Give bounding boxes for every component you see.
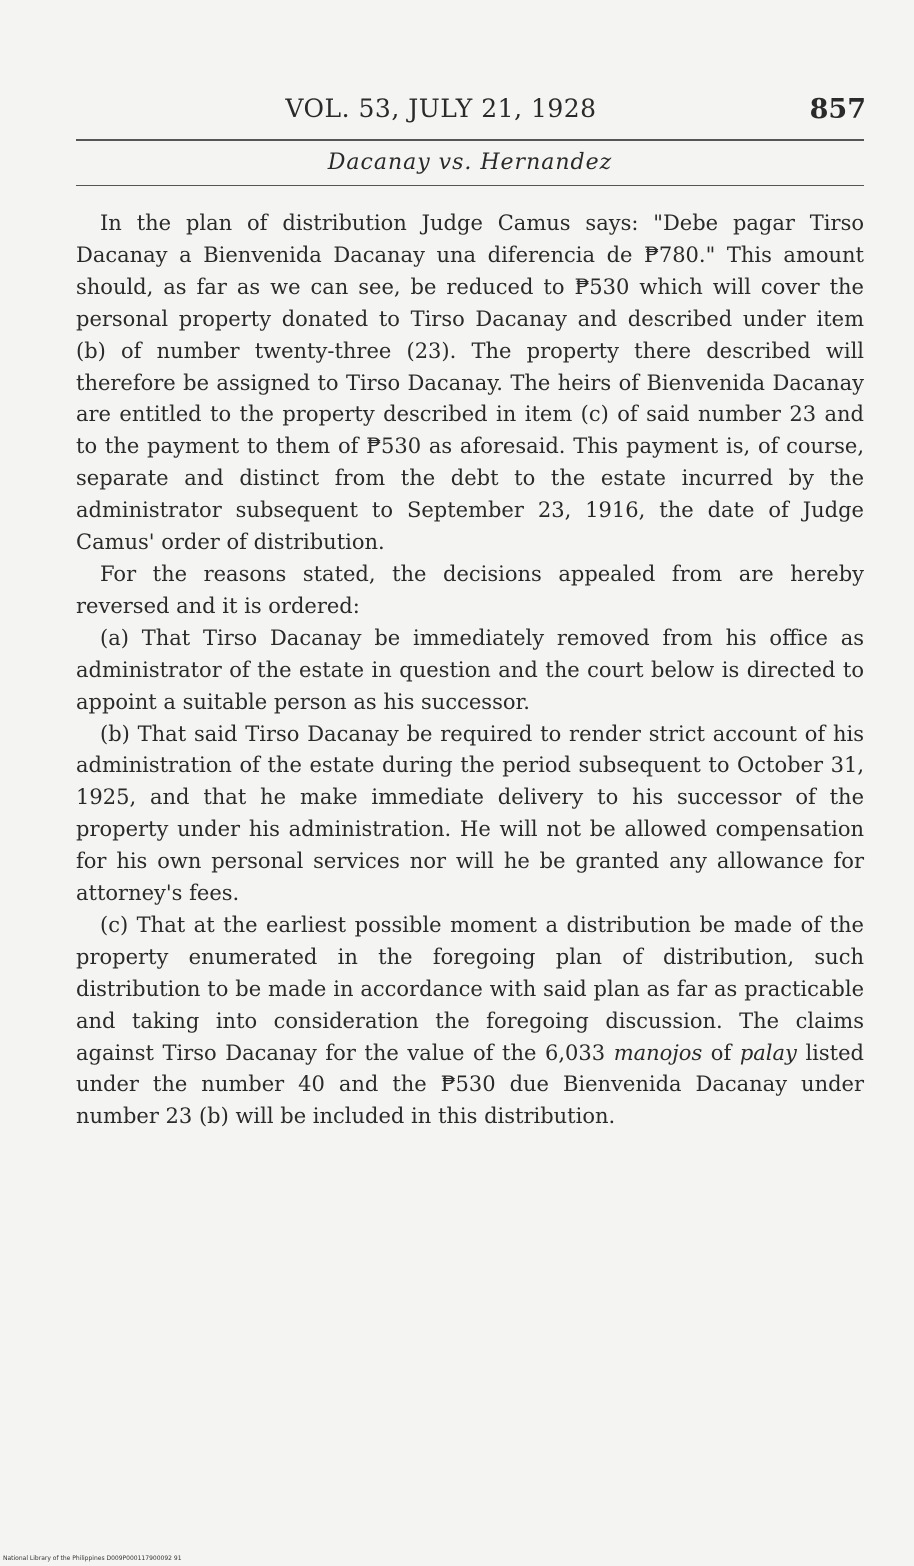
- paragraph-order-c: [76, 910, 864, 1133]
- term-manojos: manojos: [613, 1040, 703, 1065]
- header-rule-top: [76, 139, 864, 141]
- order-c-text-2: of: [702, 1040, 740, 1065]
- page-number: 857: [809, 94, 866, 125]
- paragraph-plan-of-distribution: In the plan of distribution Judge Camus says: "Debe pagar Tirso Dacanay a Bienvenida Dacanay una diferencia de ₱780." This amount should, as far as we can see, be reduced to ₱530 which will cover the personal property donated to Tirso Dacanay and described under item (b) of number twenty-three (23). The property there described will therefore be assigned to Tirso Dacanay. The heirs of Bienvenida Dacanay are entitled to the property described in item (c) of said number 23 and to the payment to them of ₱530 as aforesaid. This payment is, of course, separate and distinct from the debt to the estate incurred by the administrator subsequent to September 23, 1916, the date of Judge Camus' order of distribution.: [76, 211, 864, 555]
- paragraph-reasons-stated: For the reasons stated, the decisions appealed from are hereby reversed and it is ordered:: [76, 561, 864, 618]
- volume-date-line: VOL. 53, JULY 21, 1928: [285, 94, 597, 123]
- body-text: [76, 208, 864, 1133]
- order-c-text-1: (c) That at the earliest possible moment a distribution be made of the property enumerated in the foregoing plan of distribution, such distribution to be made in accordance with said plan as far as practicable and taking into consideration the foregoing discussion. The claims against Tirso Dacanay for the value of the 6,033: [76, 912, 864, 1065]
- order-c-text-3: listed under the number 40 and the ₱530 due Bienvenida Dacanay under number 23 (b) will be included in this distribution.: [76, 1040, 864, 1129]
- paragraph-order-b: (b) That said Tirso Dacanay be required to render strict account of his administration of the estate during the period subsequent to October 31, 1925, and that he make immediate delivery to his successor of the property under his administration. He will not be allowed compensation for his own personal services nor will he be granted any allowance for attorney's fees.: [76, 721, 864, 906]
- running-head: [76, 94, 866, 134]
- source-footer: National Library of the Philippines D009P000117900092 91: [3, 1555, 182, 1562]
- term-palay: palay: [739, 1040, 797, 1065]
- paragraph-order-a: (a) That Tirso Dacanay be immediately removed from his office as administrator of the estate in question and the court below is directed to appoint a suitable person as his successor.: [76, 625, 864, 714]
- header-rule-bottom: [76, 185, 864, 186]
- case-title: Dacanay vs. Hernandez: [327, 150, 613, 175]
